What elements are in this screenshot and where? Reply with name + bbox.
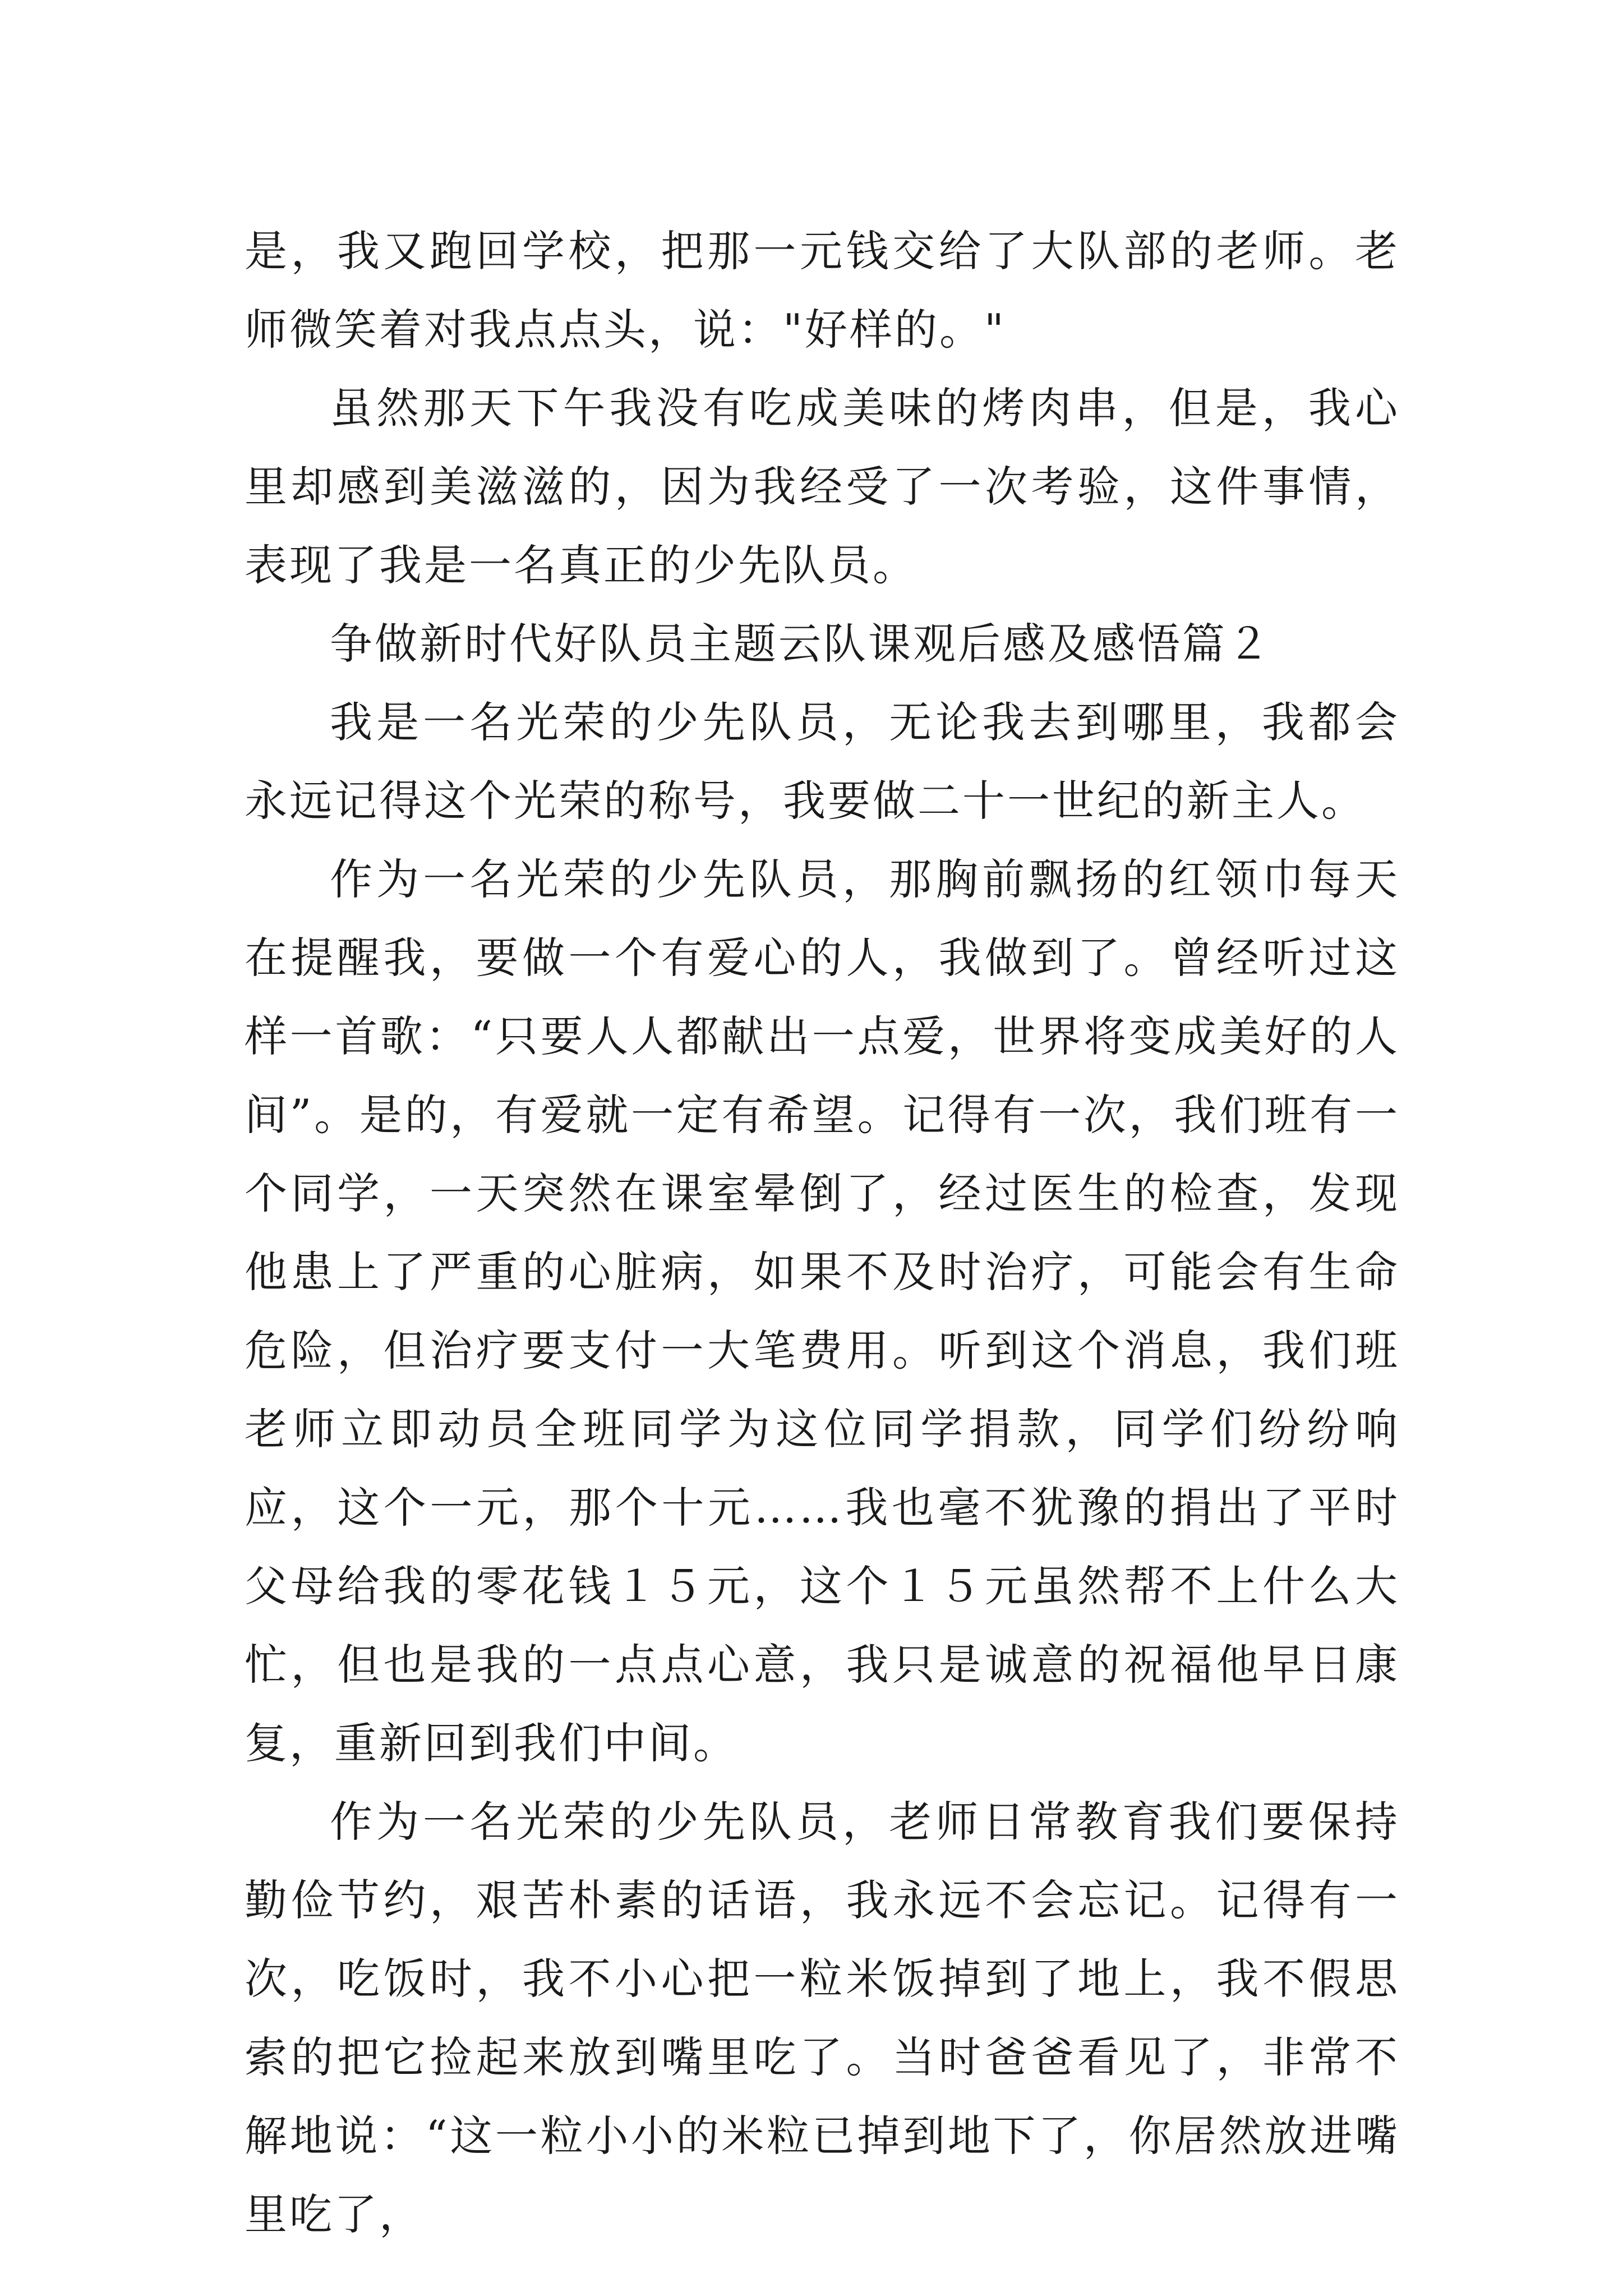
paragraph-2: 虽然那天下午我没有吃成美味的烤肉串，但是，我心里却感到美滋滋的，因为我经受了一次考验，这件事情，表现了我是一名真正的少先队员。: [245, 383, 1400, 590]
paragraph-5: 作为一名光荣的少先队员，老师日常教育我们要保持勤俭节约，艰苦朴素的话语，我永远不会忘记。记得有一次，吃饭时，我不小心把一粒米饭掉到了地上，我不假思索的把它捡起来放到嘴里吃了。当时爸爸看见了，非常不解地说：“这一粒小小的米粒已掉到地下了，你居然放进嘴里吃了，: [245, 1797, 1400, 2239]
section-heading: 争做新时代好队员主题云队课观后感及感悟篇２: [330, 619, 1272, 669]
paragraph-3: 我是一名光荣的少先队员，无论我去到哪里，我都会永远记得这个光荣的称号，我要做二十一世纪的新主人。: [245, 697, 1400, 826]
document-body: [245, 212, 1400, 2254]
paragraph-4: 作为一名光荣的少先队员，那胸前飘扬的红领巾每天在提醒我，要做一个有爱心的人，我做到了。曾经听过这样一首歌：“只要人人都献出一点爱，世界将变成美好的人间”。是的，有爱就一定有希望。记得有一次，我们班有一个同学，一天突然在课室晕倒了，经过医生的检查，发现他患上了严重的心脏病，如果不及时治疗，可能会有生命危险，但治疗要支付一大笔费用。听到这个消息，我们班老师立即动员全班同学为这位同学捐款，同学们纷纷响应，这个一元，那个十元……我也毫不犹豫的捐出了平时父母给我的零花钱１５元，这个１５元虽然帮不上什么大忙，但也是我的一点点心意，我只是诚意的祝福他早日康复，重新回到我们中间。: [245, 854, 1400, 1768]
paragraph-1: 是，我又跑回学校，把那一元钱交给了大队部的老师。老师微笑着对我点点头，说："好样的。": [245, 226, 1400, 355]
